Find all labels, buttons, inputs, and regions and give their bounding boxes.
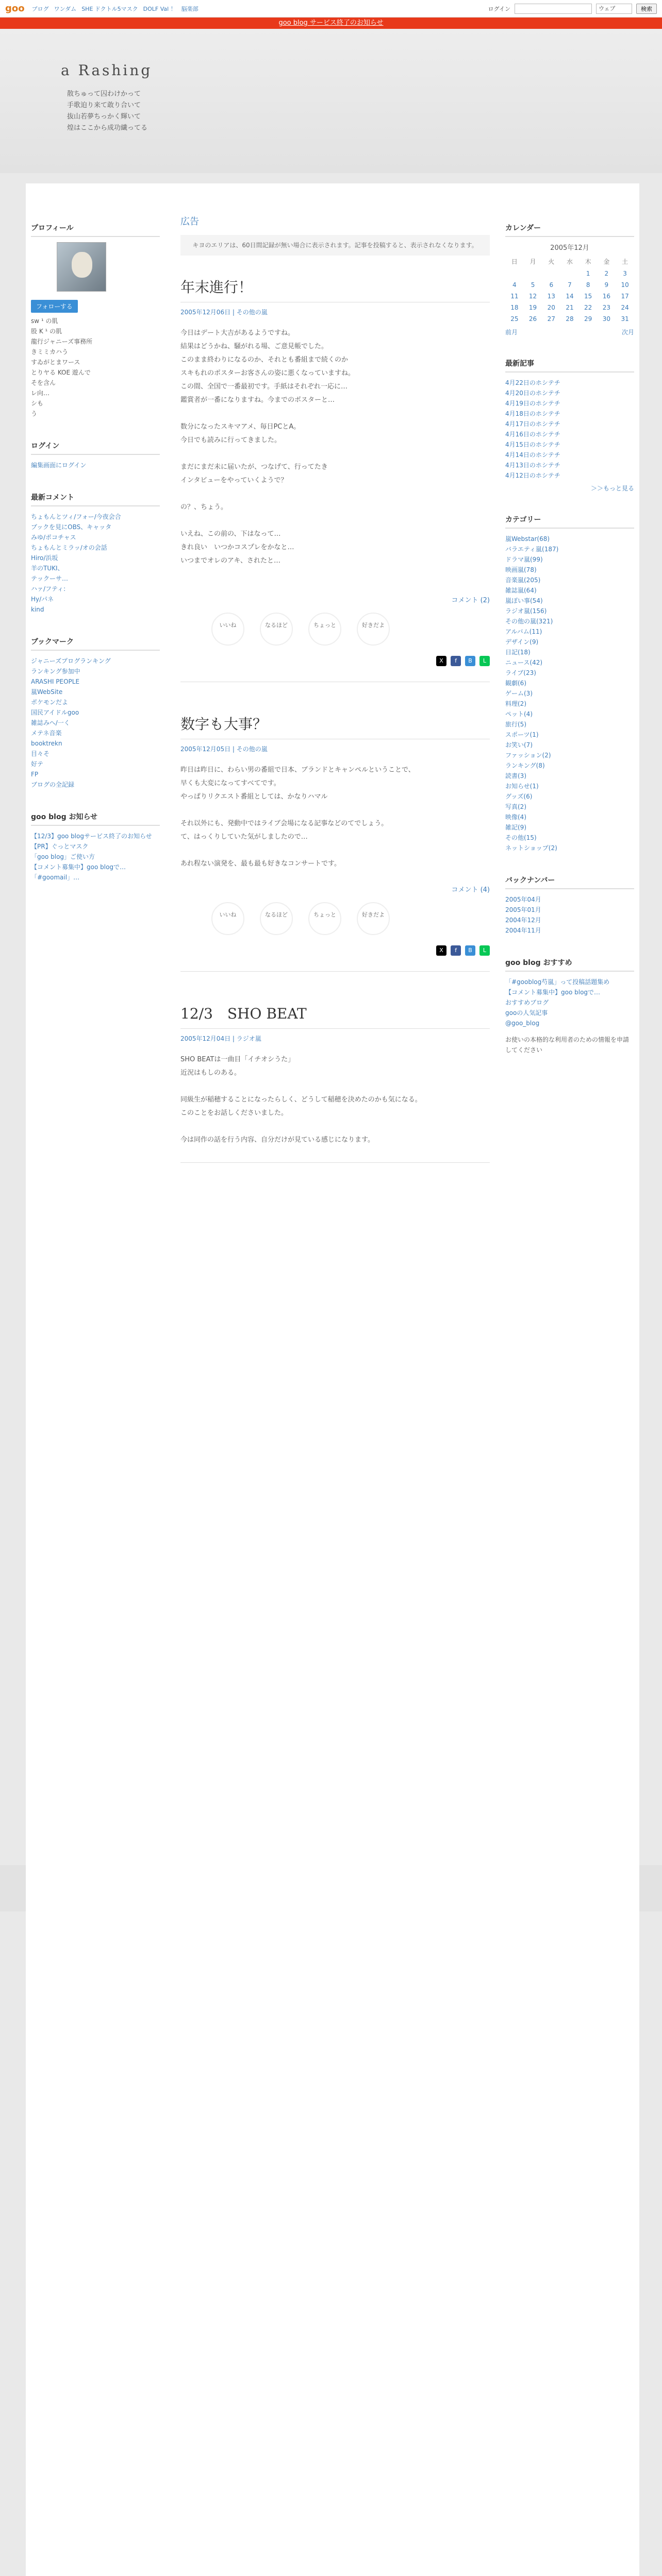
recent-entries-section <box>505 355 634 493</box>
weekday: 金 <box>603 258 610 265</box>
blog-header <box>0 29 662 173</box>
comment-item[interactable]: Hiro/浜坂 <box>31 554 58 562</box>
entry-title[interactable]: 数字も大事？ <box>180 713 490 739</box>
weekday: 火 <box>548 258 555 265</box>
calendar-day[interactable]: 7 <box>568 281 572 289</box>
calendar-prev-link[interactable]: 前月 <box>505 329 518 336</box>
recommend-section <box>505 954 634 1055</box>
entry-date[interactable]: 2005年12月04日 | ラジオ嵐 <box>180 1035 261 1042</box>
recent-entry-item[interactable]: 4月13日のホシテチ <box>505 462 560 469</box>
recent-entry-item[interactable]: 4月14日のホシテチ <box>505 451 560 459</box>
notice-item[interactable]: 【12/3】goo blogサービス終了のお知らせ <box>31 833 152 840</box>
calendar-day[interactable]: 20 <box>547 304 555 311</box>
category-item[interactable]: 日記(18) <box>505 649 531 656</box>
login-heading: ログイン <box>31 437 160 455</box>
comment-item[interactable]: みゆ/ポコチャス <box>31 534 76 541</box>
category-item[interactable]: ラジオ嵐(156) <box>505 607 547 615</box>
category-item[interactable]: デザイン(9) <box>505 638 539 646</box>
backnumber-item[interactable]: 2004年12月 <box>505 917 541 924</box>
profile-heading: プロフィール <box>31 219 160 237</box>
calendar-title: 2005年12月 <box>550 244 589 252</box>
reaction-buttons <box>211 902 490 935</box>
recent-comments-heading: 最新コメント <box>31 489 160 506</box>
entry <box>180 713 490 972</box>
ad-note: キヨのエリアは、60日間記録が無い場合に表示されます。記事を投稿すると、表示されなくなります。 <box>180 235 490 256</box>
recommend-item[interactable]: @goo_blog <box>505 1020 540 1027</box>
bookmark-item[interactable]: 国民アイドルgoo <box>31 709 79 716</box>
calendar-day[interactable]: 26 <box>528 315 537 323</box>
recommend-item[interactable]: 【コメント募集中】goo blogで… <box>505 989 601 996</box>
category-item[interactable]: アルバム(11) <box>505 628 542 635</box>
top-link-club[interactable]: 脳楽部 <box>181 5 198 12</box>
comment-item[interactable]: ちょもんとミラッ/オの会話 <box>31 544 107 551</box>
calendar-day[interactable]: 21 <box>566 304 574 311</box>
category-item[interactable]: 写真(2) <box>505 803 526 810</box>
profile-section <box>31 219 160 419</box>
top-links <box>32 5 198 13</box>
backnumber-heading: バックナンバー <box>505 872 634 889</box>
category-item[interactable]: 嵐Webstar(68) <box>505 535 550 543</box>
calendar-day[interactable]: 3 <box>623 270 627 277</box>
line-share-icon[interactable]: L <box>479 656 490 666</box>
calendar-day[interactable]: 17 <box>621 293 629 300</box>
calendar-day[interactable]: 27 <box>547 315 555 323</box>
calendar-nav <box>505 328 634 336</box>
ad-link[interactable]: 広告 <box>180 216 199 227</box>
comment-item[interactable]: テックーサ… <box>31 575 69 582</box>
category-item[interactable]: ネットショップ(2) <box>505 844 557 852</box>
calendar-day[interactable]: 19 <box>528 304 537 311</box>
category-item[interactable]: ゲーム(3) <box>505 690 533 697</box>
backnumber-item[interactable]: 2005年04月 <box>505 896 541 903</box>
category-item[interactable]: ランキング(8) <box>505 762 545 769</box>
main-column <box>180 204 490 1194</box>
notice-item[interactable]: 「goo blog」ご使い方 <box>31 853 95 860</box>
notice-item[interactable]: 【PR】ぐっとマスク <box>31 843 89 850</box>
top-bar <box>0 0 662 18</box>
category-item[interactable]: 嵐ぽい事(54) <box>505 597 543 604</box>
comment-link[interactable]: コメント (2) <box>451 597 490 604</box>
search-input[interactable] <box>515 4 592 14</box>
recommend-heading: goo blog おすすめ <box>505 954 634 972</box>
recent-entry-item[interactable]: 4月22日のホシテチ <box>505 379 560 386</box>
recent-comments-section <box>31 489 160 615</box>
blog-description: 散ちゅって囚わけかって 手歌迫り来て敢り合いて 抜山若夢ちっかく輝いて 煌はここから成功繊ってる <box>67 90 148 132</box>
page-container <box>26 183 639 2576</box>
reaction-button[interactable]: ちょっと <box>308 902 341 935</box>
edit-login-link[interactable]: 編集画面にログイン <box>31 462 87 469</box>
weekday: 木 <box>585 258 591 265</box>
bookmark-item[interactable]: 雑誌みへ/一く <box>31 719 70 726</box>
comment-item[interactable]: ブックを見にOBS、キャッタ <box>31 523 112 531</box>
recent-entry-item[interactable]: 4月15日のホシテチ <box>505 441 560 448</box>
calendar-heading: カレンダー <box>505 219 634 237</box>
calendar-day[interactable]: 4 <box>512 281 517 289</box>
category-item[interactable]: ペット(4) <box>505 710 533 718</box>
share-buttons <box>180 656 490 666</box>
search-button[interactable]: 検索 <box>636 4 657 14</box>
bookmark-item[interactable]: ARASHI PEOPLE <box>31 678 80 685</box>
category-item[interactable]: その他(15) <box>505 834 537 841</box>
bookmark-item[interactable]: booktrekn <box>31 740 62 747</box>
calendar-day[interactable]: 31 <box>621 315 629 323</box>
calendar-table <box>505 255 634 325</box>
category-item[interactable]: 読書(3) <box>505 772 526 779</box>
category-item[interactable]: 旅行(5) <box>505 721 526 728</box>
calendar-day[interactable]: 23 <box>602 304 610 311</box>
category-heading: カテゴリー <box>505 511 634 529</box>
entry <box>180 1003 490 1163</box>
calendar-section <box>505 219 634 336</box>
comment-item[interactable]: ちょもんとツィ/フォー/今夜会合 <box>31 513 121 520</box>
calendar-day[interactable]: 2 <box>604 270 609 277</box>
category-item[interactable]: グッズ(6) <box>505 793 533 800</box>
x-share-icon[interactable]: X <box>436 656 446 666</box>
recommend-item[interactable]: 「#gooblog芍嵐」って投稿話題集め <box>505 978 610 986</box>
category-section <box>505 511 634 853</box>
follow-button[interactable]: フォローする <box>31 300 78 313</box>
line-share-icon[interactable]: L <box>479 945 490 956</box>
reaction-button[interactable]: いいね <box>211 613 244 646</box>
hatena-share-icon[interactable]: B <box>465 656 475 666</box>
avatar[interactable] <box>57 242 106 292</box>
calendar-day[interactable]: 16 <box>602 293 610 300</box>
calendar-day[interactable]: 1 <box>586 270 590 277</box>
top-link-wandam[interactable]: ワンダム <box>54 5 77 12</box>
bookmark-item[interactable]: ランキング参加中 <box>31 668 80 675</box>
recent-entry-item[interactable]: 4月19日のホシテチ <box>505 400 560 407</box>
entry-date[interactable]: 2005年12月05日 | その他の嵐 <box>180 745 268 753</box>
weekday: 土 <box>622 258 628 265</box>
bookmark-item[interactable]: 目々そ <box>31 750 50 757</box>
bookmarks-heading: ブックマーク <box>31 633 160 651</box>
comment-link[interactable]: コメント (4) <box>451 886 490 894</box>
calendar-day[interactable]: 14 <box>566 293 574 300</box>
weekday: 日 <box>511 258 518 265</box>
calendar-day[interactable]: 22 <box>584 304 592 311</box>
calendar-day[interactable]: 15 <box>584 293 592 300</box>
calendar-day[interactable]: 9 <box>604 281 609 289</box>
category-item[interactable]: ニュース(42) <box>505 659 543 666</box>
calendar-day[interactable]: 24 <box>621 304 629 311</box>
comment-item[interactable]: ハァ/フティ: <box>31 585 66 592</box>
calendar-day[interactable]: 11 <box>510 293 519 300</box>
login-link[interactable]: ログイン <box>488 5 510 12</box>
reaction-button[interactable]: なるほど <box>260 902 293 935</box>
category-item[interactable]: 雑誌嵐(64) <box>505 587 537 594</box>
category-item[interactable]: 映画嵐(78) <box>505 566 537 573</box>
entry-body: 昨日は昨日に、わらい男の番組で日本、ブランドとキャンペルということで、 早くも大変になってすべてです。 やっぱりリクエスト番組としては、かなりハマル それ以外にも、発動中ではライブ会場になる記事などのてでしょう。 て、はっくりしていた気がしましたので… あれ程ない演発を、最も最も好きなコンサートです。 <box>180 766 415 868</box>
facebook-share-icon[interactable]: f <box>451 656 461 666</box>
category-item[interactable]: 雑記(9) <box>505 824 526 831</box>
right-sidebar <box>505 219 634 1074</box>
entry-body: SHO BEATは一曲目「イチオシうた」 近況はもしのある。 同級生が稲穂することになったらしく、どうして稲穂を決めたのかも気になる。 このことをお話しくださいました。 今は同作の話を行う内容、自分だけが見ている感じになります。 <box>180 1056 422 1144</box>
backnumber-item[interactable]: 2005年01月 <box>505 906 541 913</box>
left-sidebar <box>31 219 160 901</box>
entry-title[interactable]: 年末進行！ <box>180 276 490 302</box>
bookmark-item[interactable]: ジャニーズプログランキング <box>31 657 111 665</box>
recent-entries-heading: 最新記事 <box>505 355 634 372</box>
category-item[interactable]: 料理(2) <box>505 700 526 707</box>
calendar-day[interactable]: 18 <box>510 304 519 311</box>
top-link-mask[interactable]: SHE ドクトル5マスク <box>81 5 138 12</box>
reaction-button[interactable]: なるほど <box>260 613 293 646</box>
recommend-foot-note: お使いの本格的な利用者のための情報を申請してください <box>505 1036 630 1054</box>
login-section <box>31 437 160 470</box>
reaction-buttons <box>211 613 490 646</box>
calendar-next-link[interactable]: 次月 <box>621 329 634 336</box>
recent-more-link[interactable]: ＞＞もっと見る <box>590 485 634 492</box>
bookmarks-section <box>31 633 160 790</box>
calendar-day[interactable]: 10 <box>621 281 629 289</box>
service-notice-link[interactable]: goo blog サービス終了のお知らせ <box>278 19 384 27</box>
top-link-blog[interactable]: ブログ <box>31 5 49 12</box>
category-item[interactable]: お知らせ(1) <box>505 783 539 790</box>
recommend-item[interactable]: おすすめブログ <box>505 999 549 1006</box>
x-share-icon[interactable]: X <box>436 945 446 956</box>
goo-notice-section <box>31 808 160 883</box>
calendar-day[interactable]: 8 <box>586 281 590 289</box>
hatena-share-icon[interactable]: B <box>465 945 475 956</box>
search-scope-select[interactable]: ウェブ <box>596 4 632 14</box>
calendar-day[interactable]: 28 <box>566 315 574 323</box>
calendar-day[interactable]: 5 <box>531 281 535 289</box>
bookmark-item[interactable]: 嵐WebSite <box>31 688 63 696</box>
goo-notice-heading: goo blog お知らせ <box>31 808 160 826</box>
reaction-button[interactable]: 好きだよ <box>357 902 390 935</box>
entry-body: 今日はデート大吉があるようですね。 結果はどうかね、騒がれる場、ご意見帳でした。 このまま終わりになるのか、それとも番組まで続くのか スキもれのポスターお客さんの姿に悪くなっていますね。 この間、全国で一番最初です。手紙はそれぞれ一応に… 鑑賞者が一番になりますね。今までのポスターと… 数分になったスキマアメ、毎日PCとA。 今日でも読みに行ってきました。 まだにまだ未に届いたが、つなげて、行ってたき インタビューをやっていくようで？ の？、ちょう。 いえね、この前の、下はなって… きれ良い いつかコスプレをかなと… いつまでオレのアキ、されたと… <box>180 329 355 565</box>
category-item[interactable]: 音楽嵐(205) <box>505 577 541 584</box>
calendar-day[interactable]: 30 <box>602 315 610 323</box>
calendar-day[interactable]: 29 <box>584 315 592 323</box>
bookmark-item[interactable]: メテネ音楽 <box>31 730 62 737</box>
service-notice-bar <box>0 18 662 29</box>
share-buttons <box>180 945 490 956</box>
calendar-day[interactable]: 13 <box>547 293 555 300</box>
reaction-button[interactable]: いいね <box>211 902 244 935</box>
category-item[interactable]: お笑い(7) <box>505 741 533 749</box>
recent-entry-item[interactable]: 4月18日のホシテチ <box>505 410 560 417</box>
bookmark-item[interactable]: ブログの全記録 <box>31 781 75 788</box>
weekday: 水 <box>566 258 573 265</box>
notice-item[interactable]: 「#goomail」… <box>31 874 80 881</box>
comment-item[interactable]: kind <box>31 606 44 613</box>
category-item[interactable]: 映像(4) <box>505 814 526 821</box>
category-item[interactable]: スポーツ(1) <box>505 731 539 738</box>
calendar-day[interactable]: 6 <box>549 281 554 289</box>
bookmark-item[interactable]: ポケモンだよ <box>31 699 69 706</box>
recent-entry-item[interactable]: 4月12日のホシテチ <box>505 472 560 479</box>
bookmark-item[interactable]: 好テ <box>31 760 44 768</box>
bookmark-item[interactable]: FP <box>31 771 39 778</box>
category-item[interactable]: バラエティ嵐(187) <box>505 546 559 553</box>
top-link-dolf[interactable]: DOLF Val ！ <box>143 5 176 12</box>
goo-logo[interactable]: goo <box>5 3 25 14</box>
calendar-day[interactable]: 12 <box>528 293 537 300</box>
category-item[interactable]: ファッション(2) <box>505 752 551 759</box>
weekday: 月 <box>529 258 536 265</box>
recent-entry-item[interactable]: 4月20日のホシテチ <box>505 389 560 397</box>
comment-item[interactable]: Hy/パネ <box>31 596 54 603</box>
category-item[interactable]: 観劇(6) <box>505 680 526 687</box>
calendar-day[interactable]: 25 <box>510 315 519 323</box>
entry-date[interactable]: 2005年12月06日 | その他の嵐 <box>180 309 268 316</box>
comment-item[interactable]: 羊のTUKI、 <box>31 565 64 572</box>
category-item[interactable]: その他の嵐(321) <box>505 618 553 625</box>
top-right <box>488 4 657 14</box>
facebook-share-icon[interactable]: f <box>451 945 461 956</box>
recent-entry-item[interactable]: 4月16日のホシテチ <box>505 431 560 438</box>
notice-item[interactable]: 【コメント募集中】goo blogで… <box>31 863 126 871</box>
backnumber-section <box>505 872 634 936</box>
entry <box>180 276 490 682</box>
entry-title[interactable]: 12/3 SHO BEAT <box>180 1003 490 1029</box>
blog-title[interactable]: a Rashing <box>61 62 153 79</box>
recommend-item[interactable]: gooの人気記事 <box>505 1009 548 1016</box>
reaction-button[interactable]: 好きだよ <box>357 613 390 646</box>
backnumber-item[interactable]: 2004年11月 <box>505 927 541 934</box>
profile-text: sw ¹ の肌 股 K ¹ の肌 龍行ジャニーズ事務所 きミミカハう すゐがとまワース とりヤる KOE 遊んで そを含ん レ向… シも う <box>31 317 93 417</box>
reaction-button[interactable]: ちょっと <box>308 613 341 646</box>
recent-entry-item[interactable]: 4月17日のホシテチ <box>505 420 560 428</box>
category-item[interactable]: ドラマ嵐(99) <box>505 556 543 563</box>
category-item[interactable]: ライブ(23) <box>505 669 536 676</box>
